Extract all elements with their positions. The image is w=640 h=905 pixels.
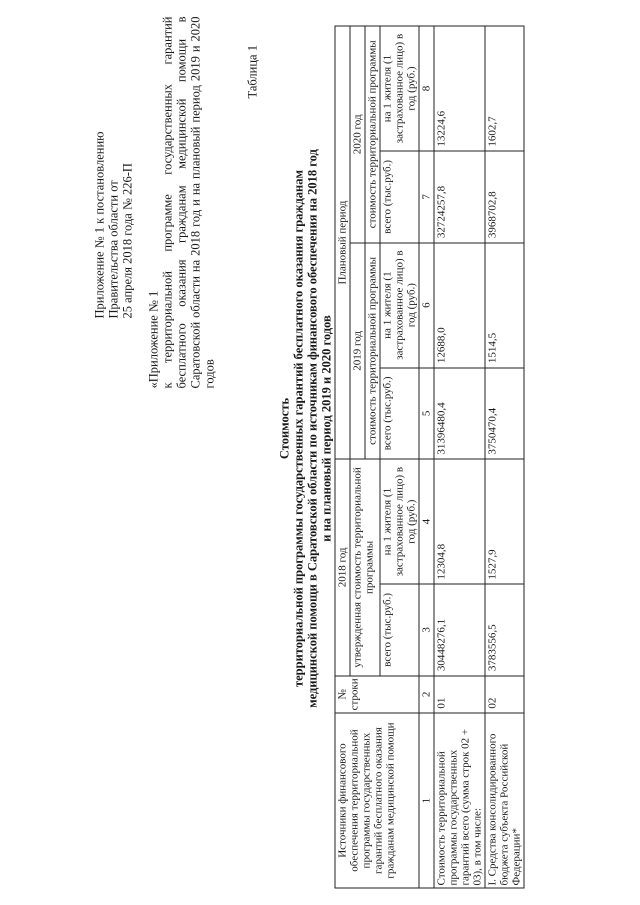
appendix-line: Приложение № 1 к постановлению xyxy=(92,131,106,319)
title-line: и на плановый период 2019 и 2020 годов xyxy=(319,315,333,542)
appendix-reference xyxy=(92,19,134,319)
column-number: 5 xyxy=(419,368,434,460)
value-cell: 31396480,4 xyxy=(434,368,485,460)
table-row xyxy=(434,26,485,888)
column-number: 7 xyxy=(419,151,434,243)
header-per-resident: на 1 жителя (1 застрахованное лицо) в год (руб.) xyxy=(380,26,419,151)
appendix-line: 25 апреля 2018 года № 226-П xyxy=(120,163,134,319)
header-total: всего (тыс.руб.) xyxy=(380,584,419,676)
value-cell: 12304,8 xyxy=(434,459,485,584)
header-planned-period: Плановый период xyxy=(335,26,350,459)
value-cell: 1602,7 xyxy=(485,26,524,151)
document-title xyxy=(277,89,333,769)
program-appendix-note xyxy=(146,17,216,389)
value-cell: 1527,9 xyxy=(485,459,524,584)
appendix-line: Правительства области от xyxy=(106,180,120,319)
title-line: медицинской помощи в Саратовской области по источникам финансового обеспечения на 2018 год xyxy=(305,149,319,708)
column-number: 4 xyxy=(419,459,434,584)
row-label: I. Средства консолидированного бюджета субъекта Российской Федерации* xyxy=(485,713,524,888)
document-page xyxy=(9,6,631,899)
header-source: Источники финансового обеспечения территориальной программы государственных гарантий бесплатного оказания гражданам медицинской помощи xyxy=(335,713,419,888)
value-cell: 32724257,8 xyxy=(434,151,485,243)
value-cell: 30448276,1 xyxy=(434,584,485,676)
header-per-resident: на 1 жителя (1 застрахованное лицо) в год (руб.) xyxy=(380,459,419,584)
value-cell: 12688,0 xyxy=(434,243,485,368)
row-number: 02 xyxy=(485,676,524,713)
column-number: 1 xyxy=(419,713,434,888)
value-cell: 3783556,5 xyxy=(485,584,524,676)
cost-table xyxy=(334,26,524,889)
header-approved-cost: утвержденная стоимость территориальной программы xyxy=(350,459,380,676)
title-line: территориальной программы государственных гарантий бесплатного оказания гражданам xyxy=(291,170,305,688)
header-year-2019: 2019 год xyxy=(350,243,365,460)
column-number: 3 xyxy=(419,584,434,676)
header-cost-2019: стоимость территориальной программы xyxy=(365,243,380,460)
row-number: 01 xyxy=(434,676,485,713)
table-row xyxy=(485,26,524,888)
table-label: Таблица 1 xyxy=(245,45,259,99)
column-number: 2 xyxy=(419,676,434,713)
value-cell: 1514,5 xyxy=(485,243,524,368)
value-cell: 13224,6 xyxy=(434,26,485,151)
program-appendix-title: «Приложение № 1 xyxy=(146,290,160,389)
header-total: всего (тыс.руб.) xyxy=(380,151,419,243)
value-cell: 3968702,8 xyxy=(485,151,524,243)
column-number: 8 xyxy=(419,26,434,151)
program-appendix-text: к территориальной программе государственных гарантий бесплатного оказания гражданам медицинской помощи в Саратовской области на 2018 год и на плановый период 2019 и 2020 годов xyxy=(160,16,216,389)
header-row-number: № строки xyxy=(335,676,419,713)
header-year-2020: 2020 год xyxy=(350,26,365,243)
column-number-row xyxy=(419,26,434,888)
row-label: Стоимость территориальной программы государственных гарантий всего (сумма строк 02 + 03), в том числе: xyxy=(434,713,485,888)
header-cost-2020: стоимость территориальной программы xyxy=(365,26,380,243)
header-total: всего (тыс.руб.) xyxy=(380,368,419,460)
title-line: Стоимость xyxy=(277,397,291,460)
header-per-resident: на 1 жителя (1 застрахованное лицо) в год (руб.) xyxy=(380,243,419,368)
header-year-2018: 2018 год xyxy=(335,459,350,676)
column-number: 6 xyxy=(419,243,434,368)
value-cell: 3750470,4 xyxy=(485,368,524,460)
table-header-row xyxy=(335,26,350,888)
